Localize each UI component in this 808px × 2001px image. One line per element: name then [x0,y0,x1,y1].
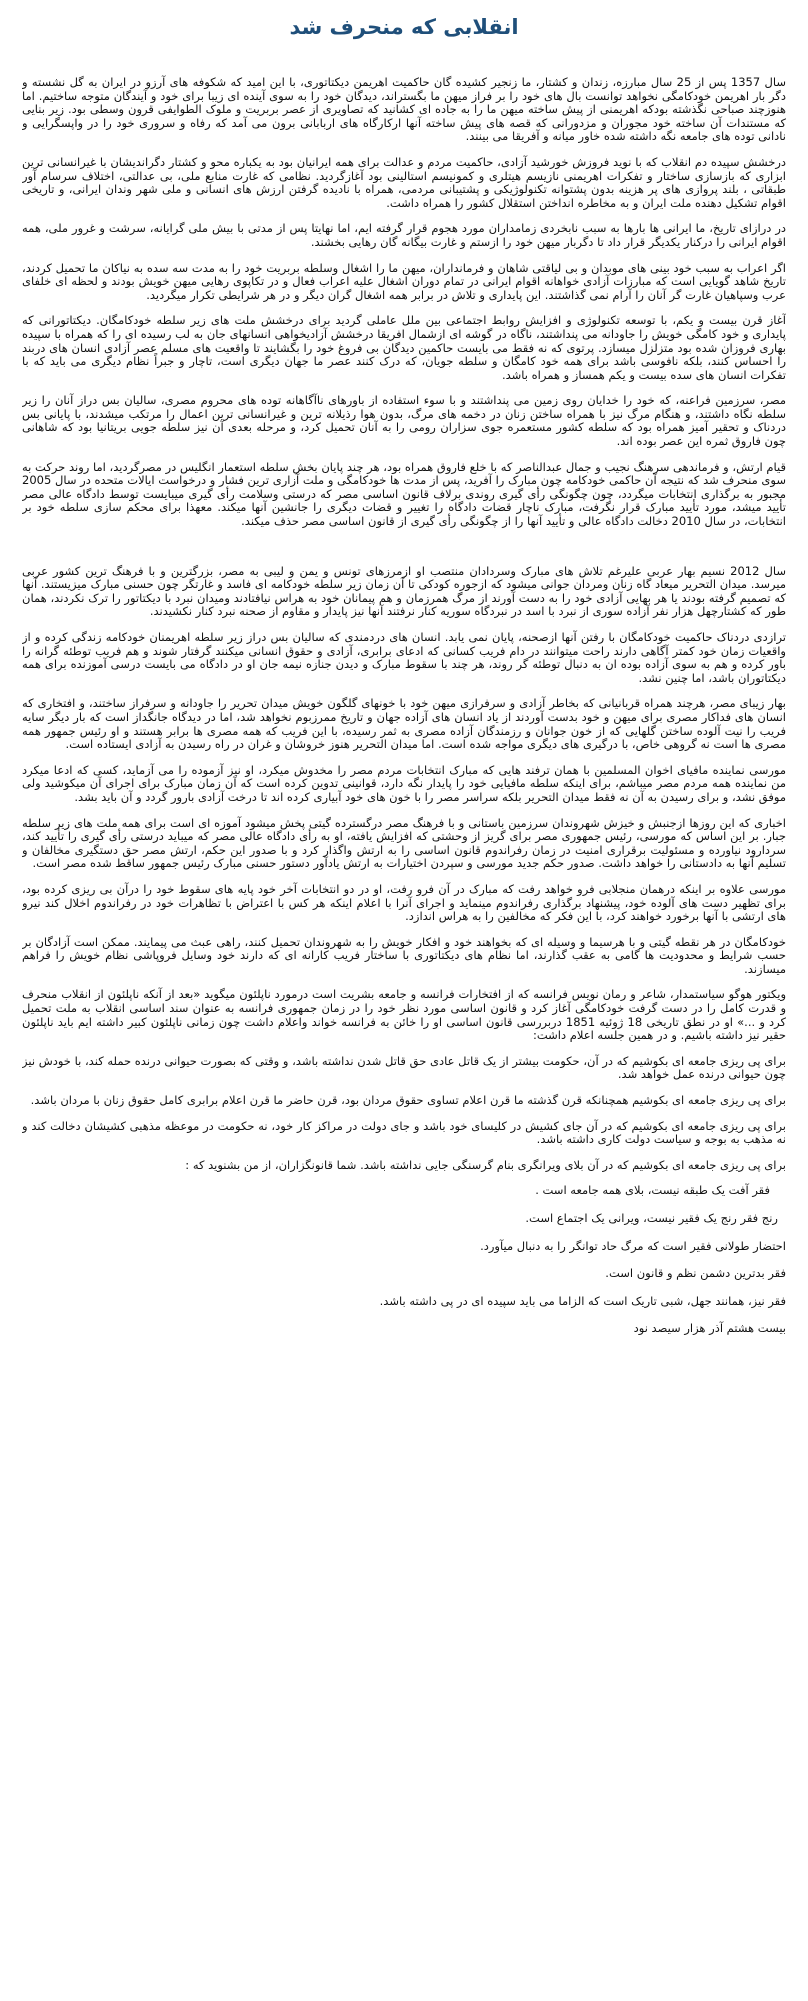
paragraph-society-government: برای پی ریزی جامعه ای بکوشیم که در آن، حکومت بیشتر از یک قاتل عادی حق قاتل شدن نداشته باشد، و وقتی که بصورت حیوانی درنده حمله کند، با خودش نیز چون حیوانی درنده عمل خواهد شد. [22,1053,786,1082]
quote-line-poverty-suffering: رنج فقر رنج یک فقیر نیست، ویرانی یک اجتماع است. [525,1211,778,1225]
paragraph-society-hunger: برای پی ریزی جامعه ای بکوشیم که در آن بلای ویرانگری بنام گرسنگی جایی نداشته باشد. شما قانونگزاران، از من بشنوید که : [185,1157,786,1172]
paragraph-dawn-of-revolution: درخشش سپیده دم انقلاب که با نوید فروزش خورشید آزادی، حاکمیت مردم و عدالت برای همه ایرانیان بود به یکباره محو و کشتار دگراندیشان با غیرانسانی ترین ابزاری که بازسازی ساختار و تفکرات اهریمنی نازیسم هیتلری و کمونیسم استالینی بود آغازگردید. نظامی که غارت منابع ملی، بی عدالتی، اختلاف سرسام آور طبقاتی ، بلند پروازی های پر هزینه بدون پشتوانه تکنولوژیکی و پشتیبانی مردمی، همراه با نادیده گرفتن ارزش های انسانی و ملی شهر وندان ایرانی، و تاریخی اقوام تشکیل دهنده ملت ایران و به مخاطره انداختن استقلال کشور را همراه داشت. [22,154,786,210]
article-title: انقلابی که منحرف شد [289,15,519,39]
paragraph-society-church-state: برای پی ریزی جامعه ای بکوشیم که در آن جای کشیش در کلیسای خود باشد و جای دولت در مراکز کار خود، نه حکومت در موعظه مذهبی کشیشان دخالت کند و نه مذهب به بوجه و سیاست دولت کاری داشته باشد. [22,1118,786,1147]
paragraph-victor-hugo: ویکتور هوگو سیاستمدار، شاعر و رمان نویس فرانسه که از افتخارات فرانسه و جامعه بشریت است درمورد ناپلئون میگوید «بعد از آنکه ناپلئون از انقلاب منحرف و قدرت کامل را در دست گرفت خودکامگی آغاز کرد و قانون اساسی مورد نظر خود را در زمان جمهوری فرانسه به عنوان سند اساسی انقلاب به ملت تحمیل کرد و ...» او در نطق تاریخی 18 ژوئیه 1851 دربررسی قانون اساسی او را خائن به فرانسه خواند واعلام داشت چون زمانی ناپلئون کبیر داشته ایم باید ناپلئون حقیر نیز داشته باشیم. و در همین جلسه اعلام داشت: [22,987,786,1043]
article-body [22,76,786,1336]
paragraph-morsi-referendum: مورسی علاوه بر اینکه درهمان منجلابی فرو خواهد رفت که مبارک در آن فرو رفت، او در دو انتخابات آخر خود پایه های سقوط خود را درآن بی ریزی کرده بود، برای تظهیر دست های آلوده خود، پیشنهاد برگذاری رفراندوم مینماید و اجرای آنرا با اعلام اینکه هر کس با اعتراض با تظاهرات خود در رفراندوم اخلال کند نیرو های ارتشی با آنها برخورد خواهند کرد، با این فکر که مخالفین را به هراس اندازد. [22,881,786,924]
quote-line-poverty-plague: فقر آفت یک طبقه نیست، بلای همه جامعه است . [535,1183,770,1198]
quote-line-poverty-ignorance: فقر نیز، همانند جهل، شبی تاریک است که الزاما می باید سپیده ای در پی داشته باشد. [379,1293,786,1308]
paragraph-army-uprising: قیام ارتش، و فرماندهی سرهنگ نجیب و جمال عبدالناصر که با خلع فاروق همراه بود، هر چند پایان بخش سلطه استعمار انگلیس در مصرگردید، اما روند حرکت به سوی منحرف شد که نتیجه آن حاکمی خودکامه چون مبارک را آفرید، پس از مدت ها خودکامگی و ملت آزاری ترین فشار و درخواست ایالات متحده در سال 2005 مجبور به برگذاری انتخابات میگردد، چون چگونگی رأی گیری روندی برلاف قانون اساسی مصر که درستی وسلامت رأی گیری میبایست توسط دادگاه عالی مصر تأیید میشد، مورد تأیید مبارک قرار نگرفت، مبارک ناچار قضات دادگاه را تغییر و قضات دیگری را جانشین آنها میکند. معهذا برای محکم سازی سلطه خود بر انتخابات، در سال 2010 دخالت دادگاه عالی و تأیید آنها را از چگونگی رأی گیری از قانون اساسی مصر حذف میکند. [22,459,786,529]
paragraph-egypt-pharaohs: مصر، سرزمین فراعنه، که خود را خدایان روی زمین می پنداشتند و با سوء استفاده از باورهای ناآگاهانه توده های محروم مصری، سالیان بس دراز آنان را زیر سلطه نگاه داشتند، و هنگام مرگ نیز با همراه ساختن زنان در دخمه های مرگ، بدون هوا رذیلانه ترین و غیرانسانی ترین اعمال را مرتکب میشدند، با پایانی بس دردناک و تحقیر آمیز همراه بود که سلطه کشور مستعمره جوی سزاران رومی را به آنان تحمیل کرد، و مرحله بعدی آن نیز سلطه جویی بریتانیا بود که شاهانی چون فاروق ثمره این عصر بوده اند. [22,393,786,449]
paragraph-arab-spring-2012: سال 2012 نسیم بهار عربی علیرغم تلاش های مبارک وسردادان منتصب او ازمرزهای تونس و یمن و لیبی به مصر، بزرگترین و با فرهنگ ترین کشور عربی میرسد. میدان التحریر میعاد گاه زنان ومردان جوانی میشود که ازجوره کودکی تا آن زمان زیر سلطه خودکامه ای فاسد و غارتگر چون حسنی مبارک میزیستند. آنها که تصمیم گرفته بودند یا هر بهایی آزادی خود را به دست آورند از مرگ همرزمان و هم پیمانان خود به هراس نیافتادند ومیدان نبرد با دیکتاتور را ترک نکردند، همان طور که کشتارچهل هزار نفر آزاده سوری از نبرد با اسد در نبردگاه سوریه کنار نرفتند آنها نیز پایدار و مقاوم از صحنه نبرد کنار نکشیدند. [22,563,786,619]
quote-line-poverty-death: احتضار طولانی فقیر است که مرگ حاد توانگر را به دنبال میآورد. [480,1238,786,1253]
paragraph-morsi-brotherhood: مورسی نماینده مافیای اخوان المسلمین با همان ترفند هایی که مبارک انتخابات مردم مصر را مخدوش میکرد، او نیز آزموده را می آزماید، کسی که ادعا میکرد من نماینده همه مردم مصر میباشم، برای اینکه سلطه مافیایی خود را پایدار نگه دارد، قوانینی تدوین کرده است که آن زمان مبارک برای اجرای آن میکوشید ولی موفق نشد، و برای رسیدن به آن نه فقط میدان التحریر بلکه سراسر مصر را با خون های خود آبیاری کرده اند تا درخت آزادی بارور گردد و آن باید بشد. [22,762,786,804]
quote-line-poverty-enemy: فقر بدترین دشمن نظم و قانون است. [605,1266,786,1281]
paragraph-society-women-rights: برای پی ریزی جامعه ای بکوشیم همچنانکه قرن گذشته ما قرن اعلام تساوی حقوق مردان بود، قرن حاضر ما قرن اعلام برابری کامل حقوق زنان با مردان باشد. [30,1093,786,1108]
article-date: بیست هشتم آذر هزار سیصد نود [633,1321,786,1336]
paragraph-autocrats-futile: خودکامگان در هر نقطه گیتی و با هرسیما و وسیله ای که بخواهند خود و افکار خویش را به شهروندان تحمیل کنند، راهی عبث می پیمایند. ممکن است آزادگان بر حسب شرایط و محدودیت ها گامی به عقب گذارند، اما نظام های دیکتاتوری با ساختار فریب کارانه ای که دارند خود وسایل فروپاشی نظام خویش را فراهم میسازند. [22,934,786,976]
paragraph-21st-century: آغاز قرن بیست و یکم، با توسعه تکنولوژی و افزایش روابط اجتماعی بین ملل عاملی گردید برای درخشش ملت های زیر سلطه خودکامگان. دیکتاتورانی که پایداری و خود کامگی خویش را جاودانه می پنداشتند، ناگاه در گوشه ای ازشمال افریقا درخشش آزادیخواهی انسانهای جان به لب رسیده ای را که همراه با سپیده بهاری فروزان شده بود متزلزل میسازد. پرتوی که نه فقط می بایست حاکمین دیدگان بی فروغ خود را بگشایند تا واقعیت های مسلم عصر آزادی انسان های دربند را احساس کنند، بلکه نافوسی باشد برای همه خود کامگان و سلطه جویان، که درک کنند عصر ما جهان دیگری است، تاچار و جبراً نظام دیگری می باید که با تفکرات انسان های سده بیست و یکم همساز و همراه باشد. [22,313,786,382]
paragraph-1979-revolution: سال 1357 پس از 25 سال مبارزه، زندان و کشتار، ما زنجیر کشیده گان حاکمیت اهریمن دیکتاتوری، با این امید که شکوفه های آرزو در ایران به گل نشسته و دگر بار اهریمن خودکامگی نخواهد توانست بال های خود را بر فراز میهن ما بگستراند، دیدگان خود را به سوی آینده ای زیبا برای خود و آیندگان متوجه ساختیم. اما هنوزچند صباحی نگذشته بودکه اهریمنی از پیش ساخته میهن ما را به جاده ای کشانید که تصاویری از عصر بربریت و ملوک الطوایفی قرون وسطی بود. زیر بنایی که مستندات آن ساخته خود مجوران و مزدورانی که قصه های پیش ساخته آنها ارکارگاه های اربابانی برون می آمد که رفاه و سروری خود را در واپسگرایی و نادانی توده های جامعه نگه داشته شده خاور میانه و آفریقا می بینند. [22,75,786,144]
paragraph-history-invasions: در درازای تاریخ، ما ایرانی ها بارها به سبب نابخردی زمامداران مورد هجوم قرار گرفته ایم، اما نهایتا پس از مدتی با بیش ملی گرایانه، سرشت و غرور ملی، همه اقوام ایرانی را درکنار یکدیگر قرار داد تا دگربار میهن خود را ازستم و غارت بیگانه گان رهایی بخشند. [22,221,786,249]
paragraph-arab-occupation: اگر اعراب به سبب خود بینی های موبدان و بی لیاقتی شاهان و فرمانداران، میهن ما را اشغال وسلطه بربریت خود را به مدت سه سده به نیاکان ما تحمیل کردند، تاریخ شاهد گویایی است که مبارزات آزادی خواهانه اقوام ایرانی در تمام دوران اشغال علیه اعراب فعال و در تکاپوی رهایی میهن خویش بودند و لحظه ای خلفای عرب وسپاهیان غارت گر آنان را آرام نمی گذاشتند. این پایداری و تلاش در برابر همه اشغال گران دیگر و در هر شرایطی تکرار میگردید. [22,260,786,302]
paragraph-egypt-spring: بهار زیبای مصر، هرچند همراه قربانیانی که بخاطر آزادی و سرفرازی میهن خود با خونهای گلگون خویش میدان تحریر را جاودانه و سرفراز ساختند، و افتخاری که انسان های فداکار مصری برای میهن و خود بدست آوردند از یاد انسان های آزاده جهان و تاریخ ممرزبوم نخواهد شد، اما در دیدگاه جانگداز است که بار دیگر سایه فریب را نیت آلوده ساختن گلهایی که از خون جوانان و رزمندگان آزاده مصری به ثمر رسیده، با این فریب که همه مصری ها برابر هستند و او رئیس جمهور همه مصری ها است نه گروهی خاص، با درگیری های دیگری مواجه شده است. اما میدان التحریر هنوز خروشان و غران در راه رسیدن به آزادی ایستاده است. [22,696,786,752]
paragraph-recent-news: اخباری که این روزها ازجنبش و خیزش شهروندان سرزمین باستانی و با فرهنگ مصر درگسترده گیتی پخش میشود آموزه ای است برای همه ملت های زیر سلطه جبار. بر این اساس که مورسی، رئیس جمهوری مصر برای گریز از وحشتی که افزایش یافته، او به رأی دادگاه عالی مصر که میباید درستی رأی گیری را تأیید کند، سردارود نیاورده و مسئولیت برقراری امنیت در زمان رفراندوم قانون اساسی را به ارتش واگذار کرد و با صدور این حکم، ارتش مصر حق دستگیری مخالفان و تسلیم آنها به دادستانی را خواهد داشت. صدور حکم جدید مورسی و سپردن اختیارات به ارتش یادآور دستور حسنی مبارک رئیس جمهور ساقط شده مصر است. [22,815,786,871]
paragraph-tragedy-of-dictators: ترازدی دردناک حاکمیت خودکامگان با رفتن آنها ازصحنه، پایان نمی یابد. انسان های دردمندی که سالیان بس دراز زیر سلطه اهریمنان خودکامه زندگی کرده و از واقعیات زمان خود کمتر آگاهی دارند راحت میتوانند در دام فریب کسانی که ادعای برابری، آزادی و حقوق انسانی میکنند گرفتار شوند و هم فریب توطئه گرانه را باور کرده و هم به سوی آزاده بوده ان به دنبال توطئه گر روند، هر چند با سقوط مبارک و دیدن جنازه نیمه جان او در دادگاه می بایست درسی آموزنده برای همه دیکتاتوران باشد، اما چنین نشد. [22,630,786,685]
article-page [22,0,786,2001]
